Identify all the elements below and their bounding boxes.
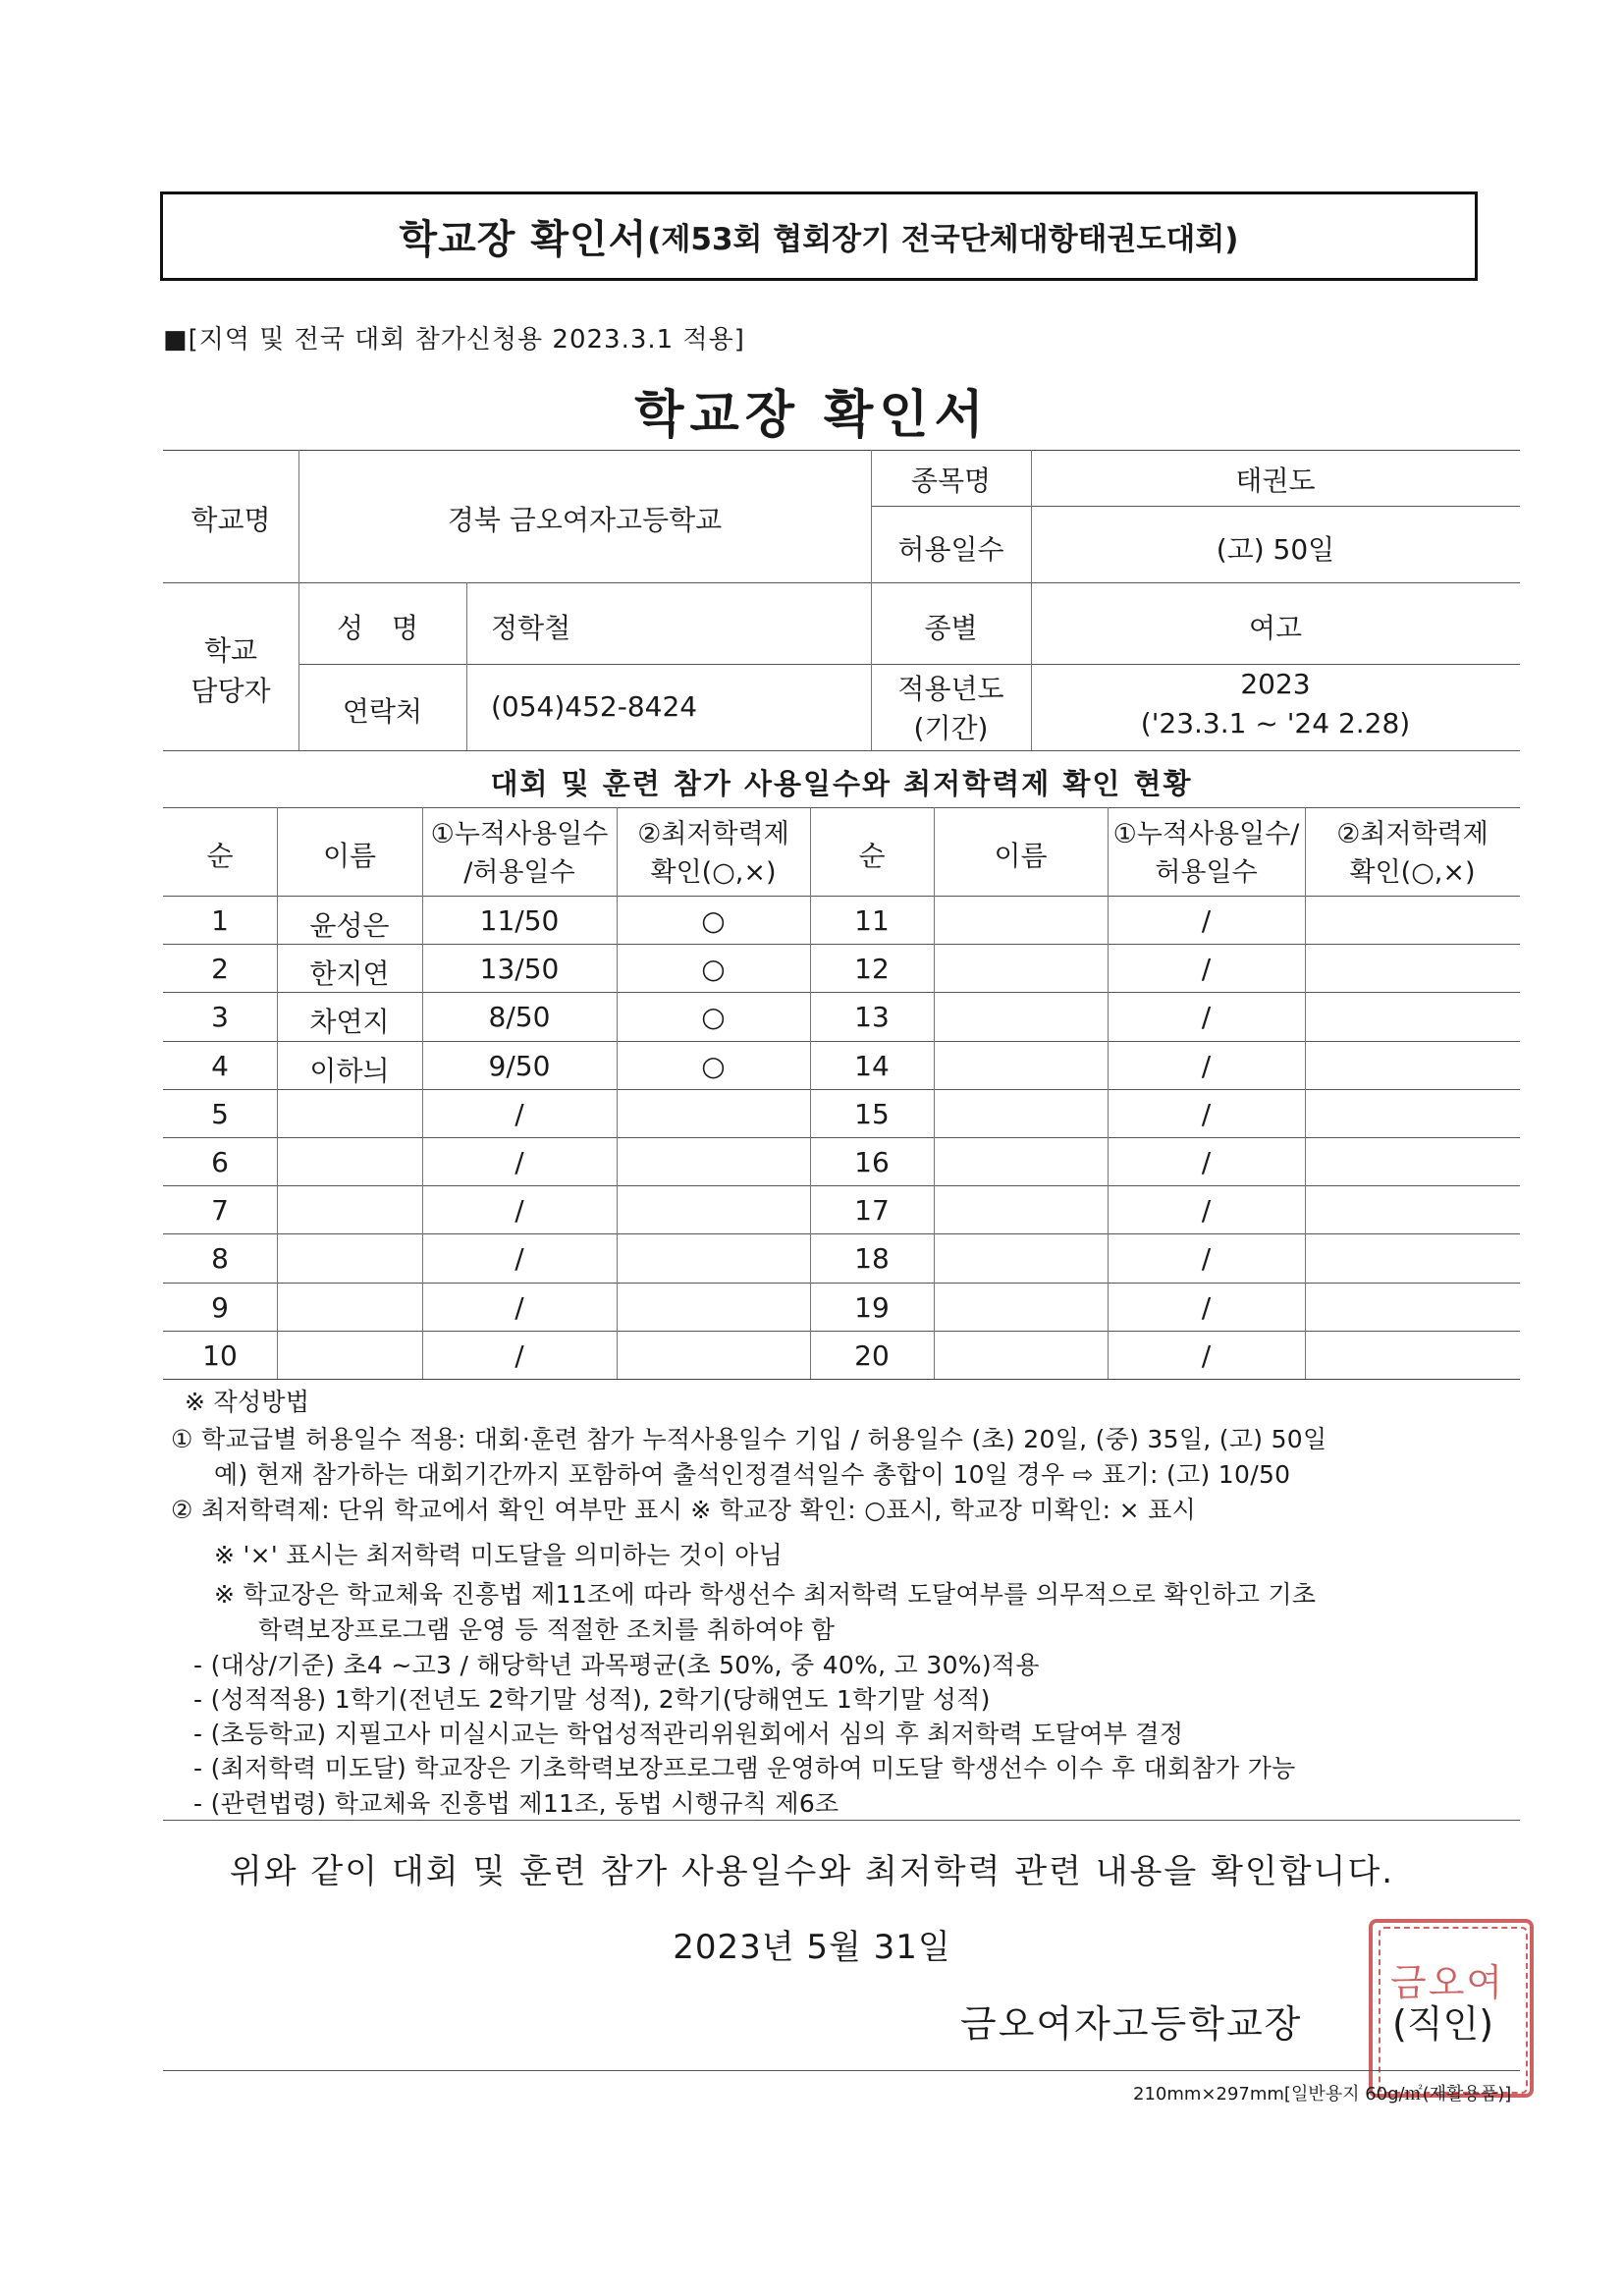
table-vline-1 <box>277 807 278 1379</box>
note-line: 예) 현재 참가하는 대회기간까지 포함하여 출석인정결석일수 총합이 10일 경우 ⇨ 표기: (고) 10/50 <box>214 1460 1291 1489</box>
student-name: 이하늬 <box>309 1055 390 1087</box>
type-value: 여고 <box>1248 612 1303 644</box>
row-number: 10 <box>202 1339 238 1372</box>
header-no-right: 순 <box>858 840 886 872</box>
issue-date: 2023년 5월 31일 <box>673 1928 951 1967</box>
header-days-2: /허용일수 <box>463 857 575 888</box>
used-days: / <box>1201 1291 1212 1324</box>
used-days: / <box>1201 1339 1212 1372</box>
row-number: 17 <box>854 1194 890 1227</box>
info-vline-4 <box>466 582 467 750</box>
row-number: 12 <box>854 953 890 985</box>
row-divider <box>163 1379 1520 1380</box>
application-notice: ■[지역 및 전국 대회 참가신청용 2023.3.1 적용] <box>163 325 745 355</box>
seal-text: 금오여 <box>1390 1961 1505 2004</box>
note-line: 학력보장프로그램 운영 등 적절한 조치를 취하여야 함 <box>258 1615 836 1644</box>
table-vline-7 <box>1305 807 1306 1379</box>
info-line-sport <box>871 506 1520 507</box>
table-vline-3 <box>617 807 618 1379</box>
contact-label: 연락처 <box>342 695 423 728</box>
header-name: 이름 <box>322 840 377 872</box>
table-vline-5 <box>934 807 935 1379</box>
note-line: - (초등학교) 지필고사 미실시교는 학업성적관리위원회에서 심의 후 최저학력 도달여부 결정 <box>193 1720 1184 1748</box>
table-header-border <box>163 896 1520 897</box>
row-divider <box>163 1089 1520 1090</box>
used-days: / <box>1201 1001 1212 1033</box>
row-divider <box>163 1331 1520 1332</box>
used-days: / <box>1201 1146 1212 1178</box>
table-title: 대회 및 훈련 참가 사용일수와 최저학력제 확인 현황 <box>490 767 1193 800</box>
used-days: / <box>1201 1098 1212 1130</box>
footer-border <box>163 2070 1520 2071</box>
used-days: / <box>514 1098 524 1130</box>
student-name: 한지연 <box>309 957 390 990</box>
row-divider <box>163 1283 1520 1284</box>
used-days: 8/50 <box>488 1001 551 1033</box>
manager-label-2: 담당자 <box>190 675 271 707</box>
notes-heading: ※ 작성방법 <box>185 1388 310 1416</box>
header-check-right-1: ②최저학력제 <box>1336 819 1489 849</box>
banner-title: 학교장 확인서 <box>399 217 648 262</box>
confirmation-statement: 위와 같이 대회 및 훈련 참가 사용일수와 최저학력 관련 내용을 확인합니다. <box>229 1852 1395 1891</box>
row-number: 20 <box>854 1339 890 1372</box>
note-line: - (최저학력 미도달) 학교장은 기초학력보장프로그램 운영하여 미도달 학생선수 이수 후 대회참가 가능 <box>193 1754 1296 1782</box>
row-number: 11 <box>854 904 890 937</box>
used-days: 11/50 <box>479 904 560 937</box>
type-label: 종별 <box>924 612 978 644</box>
header-check-1: ②최저학력제 <box>637 819 789 849</box>
manager-label-1: 학교 <box>203 634 258 667</box>
academic-check: ○ <box>701 953 726 985</box>
student-name: 윤성은 <box>309 909 390 942</box>
note-line: ② 최저학력제: 단위 학교에서 확인 여부만 표시 ※ 학교장 확인: ○표시, 학교장 미확인: × 표시 <box>171 1496 1197 1524</box>
sport-label: 종목명 <box>910 465 992 497</box>
row-divider <box>163 1041 1520 1042</box>
year-label-1: 적용년도 <box>897 673 1004 705</box>
note-line: - (성적적용) 1학기(전년도 2학기말 성적), 2학기(당해연도 1학기말 성적) <box>193 1685 991 1714</box>
used-days: / <box>514 1242 524 1275</box>
principal-name: 금오여자고등학교장 <box>960 2002 1303 2046</box>
row-number: 18 <box>854 1242 890 1275</box>
year-label-2: (기간) <box>913 712 989 744</box>
row-number: 8 <box>211 1242 229 1275</box>
school-value: 경북 금오여자고등학교 <box>447 504 723 536</box>
header-check-right-2: 확인(○,×) <box>1349 857 1476 888</box>
row-divider <box>163 1185 1520 1186</box>
used-days: / <box>514 1339 524 1372</box>
used-days: 13/50 <box>479 953 560 985</box>
row-divider <box>163 1233 1520 1234</box>
academic-check: ○ <box>701 1050 726 1082</box>
row-number: 16 <box>854 1146 890 1178</box>
row-number: 3 <box>211 1001 229 1033</box>
header-days-1: ①누적사용일수 <box>430 819 609 849</box>
used-days: / <box>1201 904 1212 937</box>
document-title: 학교장 확인서 <box>634 386 990 445</box>
name-label: 성 명 <box>337 612 428 644</box>
name-value: 정학철 <box>491 612 571 644</box>
note-line: ※ '×' 표시는 최저학력 미도달을 의미하는 것이 아님 <box>214 1541 784 1569</box>
row-number: 4 <box>211 1050 229 1082</box>
top-banner <box>160 191 1478 281</box>
academic-check: ○ <box>701 1001 726 1033</box>
row-number: 5 <box>211 1098 229 1130</box>
row-divider <box>163 944 1520 945</box>
header-days-right-1: ①누적사용일수/ <box>1112 819 1300 849</box>
note-line: ① 학교급별 허용일수 적용: 대회·훈련 참가 누적사용일수 기입 / 허용일수 (초) 20일, (중) 35일, (고) 50일 <box>171 1425 1327 1453</box>
row-number: 6 <box>211 1146 229 1178</box>
used-days: 9/50 <box>488 1050 551 1082</box>
school-label: 학교명 <box>190 504 271 536</box>
used-days: / <box>514 1146 524 1178</box>
table-top-border <box>163 807 1520 808</box>
academic-check: ○ <box>701 904 726 937</box>
info-line-manager <box>298 664 1520 665</box>
banner-subtitle: (제53회 협회장기 전국단체대항태권도대회) <box>647 222 1239 257</box>
year-value-1: 2023 <box>1240 668 1311 700</box>
header-days-right-2: 허용일수 <box>1155 857 1258 888</box>
used-days: / <box>514 1291 524 1324</box>
row-number: 13 <box>854 1001 890 1033</box>
row-divider <box>163 992 1520 993</box>
row-number: 1 <box>211 904 229 937</box>
info-line-school <box>163 582 1520 583</box>
info-bottom-border <box>163 750 1520 751</box>
note-line: ※ 학교장은 학교체육 진흥법 제11조에 따라 학생선수 최저학력 도달여부를 의무적으로 확인하고 기초 <box>214 1580 1317 1609</box>
row-number: 9 <box>211 1291 229 1324</box>
note-line: - (대상/기준) 초4 ~고3 / 해당학년 과목평균(초 50%, 중 40%, 고 30%)적용 <box>193 1651 1040 1679</box>
used-days: / <box>1201 953 1212 985</box>
used-days: / <box>1201 1242 1212 1275</box>
notes-bottom-border <box>163 1820 1520 1821</box>
row-divider <box>163 1137 1520 1138</box>
header-name-right: 이름 <box>994 840 1048 872</box>
row-number: 7 <box>211 1194 229 1227</box>
used-days: / <box>1201 1050 1212 1082</box>
days-label: 허용일수 <box>897 533 1004 566</box>
used-days: / <box>1201 1194 1212 1227</box>
year-value-2: ('23.3.1 ~ '24 2.28) <box>1140 707 1411 739</box>
contact-value: (054)452-8424 <box>491 690 698 723</box>
row-number: 15 <box>854 1098 890 1130</box>
row-number: 2 <box>211 953 229 985</box>
student-name: 차연지 <box>309 1006 390 1038</box>
used-days: / <box>514 1194 524 1227</box>
note-line: - (관련법령) 학교체육 진흥법 제11조, 동법 시행규칙 제6조 <box>193 1789 839 1818</box>
header-check-2: 확인(○,×) <box>650 857 777 888</box>
seal-mark: (직인) <box>1392 2002 1494 2046</box>
paper-spec: 210mm×297mm[일반용지 60g/㎡(재활용품)] <box>1133 2084 1512 2105</box>
row-number: 14 <box>854 1050 890 1082</box>
row-number: 19 <box>854 1291 890 1324</box>
days-value: (고) 50일 <box>1216 533 1335 566</box>
info-top-border <box>163 450 1520 451</box>
sport-value: 태권도 <box>1235 465 1316 497</box>
header-no: 순 <box>206 840 234 872</box>
